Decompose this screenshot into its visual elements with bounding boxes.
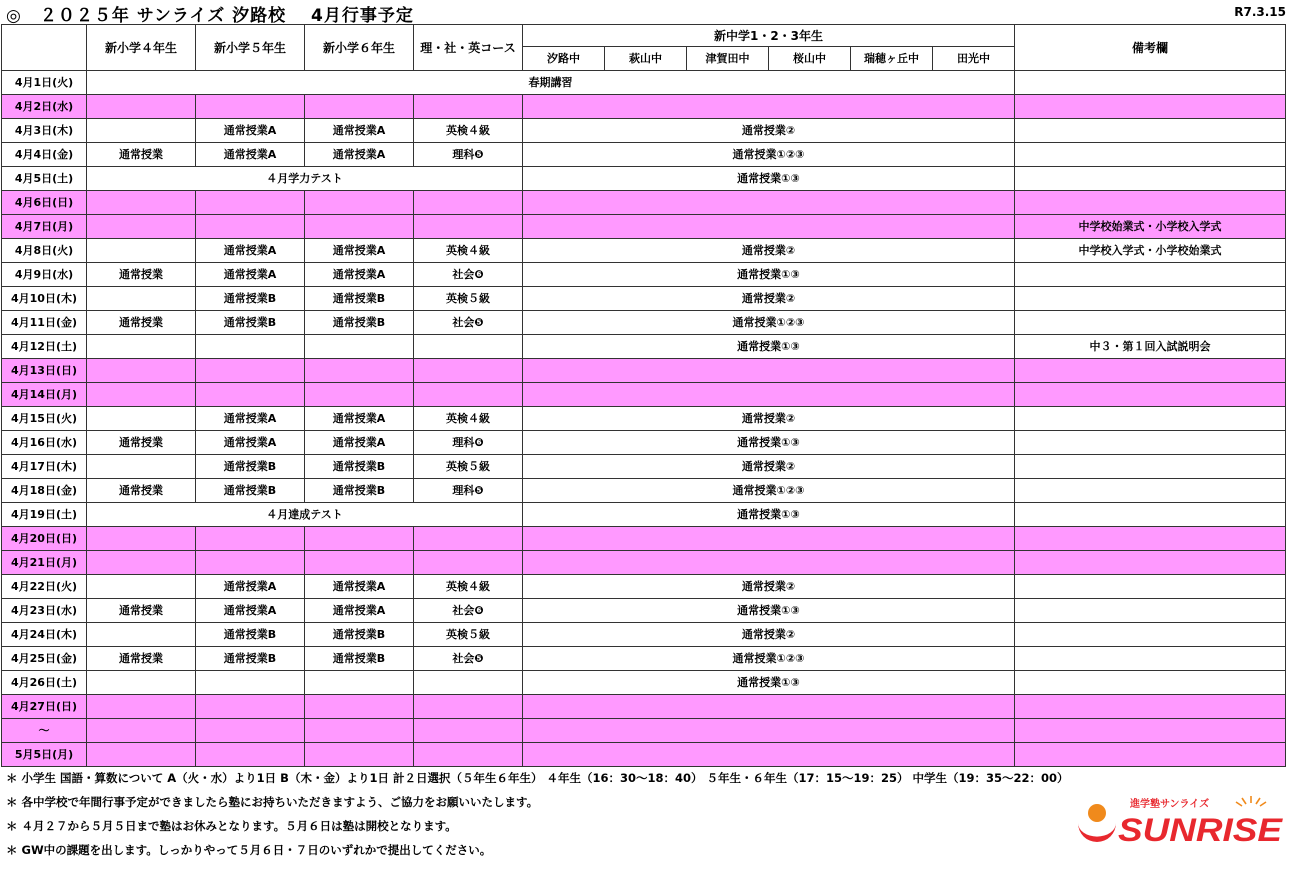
g6-cell: [305, 383, 414, 407]
remark-cell: [1015, 71, 1286, 95]
logo-tagline: 進学塾サンライズ: [1130, 799, 1210, 810]
remark-cell: [1015, 383, 1286, 407]
remark-cell: [1015, 719, 1286, 743]
g5-cell: 通常授業B: [196, 455, 305, 479]
g6-cell: 通常授業A: [305, 575, 414, 599]
course-cell: 英検４級: [414, 239, 523, 263]
table-row: [2, 527, 1286, 551]
g6-cell: 通常授業B: [305, 623, 414, 647]
remark-cell: [1015, 287, 1286, 311]
g6-cell: 通常授業A: [305, 263, 414, 287]
remark-cell: 中学校入学式・小学校始業式: [1015, 239, 1286, 263]
note-item: ＊ GW中の課題を出します。しっかりやって５月６日・７日のいずれかで提出してください。: [6, 843, 492, 857]
g6-cell: 通常授業A: [305, 143, 414, 167]
g5-cell: [196, 743, 305, 767]
table-row: [2, 143, 1286, 167]
remark-cell: 中３・第１回入試説明会: [1015, 335, 1286, 359]
g5-cell: 通常授業A: [196, 239, 305, 263]
date-cell: 4月18日(金): [2, 479, 87, 503]
header-school: 田光中: [933, 47, 1015, 71]
remark-cell: [1015, 743, 1286, 767]
g4-cell: [87, 191, 196, 215]
table-row: [2, 215, 1286, 239]
g5-cell: 通常授業A: [196, 263, 305, 287]
g4-cell: 通常授業: [87, 599, 196, 623]
g4-cell: 通常授業: [87, 311, 196, 335]
remark-cell: [1015, 431, 1286, 455]
course-cell: [414, 359, 523, 383]
date-cell: 4月3日(木): [2, 119, 87, 143]
date-cell: 4月26日(土): [2, 671, 87, 695]
g4-cell: [87, 623, 196, 647]
g6-cell: 通常授業B: [305, 647, 414, 671]
course-cell: [414, 695, 523, 719]
note-item: ＊ ４月２７から５月５日まで塾はお休みとなります。５月６日は塾は開校となります。: [6, 819, 457, 833]
g6-cell: [305, 335, 414, 359]
date-cell: 4月6日(日): [2, 191, 87, 215]
g6-cell: 通常授業B: [305, 479, 414, 503]
g4-cell: [87, 407, 196, 431]
course-cell: 英検４級: [414, 119, 523, 143]
g4-cell: [87, 95, 196, 119]
course-cell: [414, 95, 523, 119]
g5-cell: [196, 359, 305, 383]
table-row: [2, 671, 1286, 695]
course-cell: 社会❺: [414, 311, 523, 335]
table-row: [2, 71, 1286, 95]
g6-cell: [305, 671, 414, 695]
middle-cell: 通常授業①③: [523, 335, 1015, 359]
header-g4: 新小学４年生: [87, 25, 196, 71]
g4-cell: [87, 455, 196, 479]
course-cell: 英検５級: [414, 287, 523, 311]
date-cell: 4月5日(土): [2, 167, 87, 191]
middle-cell: 通常授業①②③: [523, 143, 1015, 167]
middle-cell: 通常授業②: [523, 239, 1015, 263]
g6-cell: 通常授業B: [305, 455, 414, 479]
g6-cell: 通常授業A: [305, 239, 414, 263]
remark-cell: [1015, 551, 1286, 575]
middle-cell: 通常授業①②③: [523, 647, 1015, 671]
date-cell: 4月13日(日): [2, 359, 87, 383]
remark-cell: [1015, 575, 1286, 599]
g4-cell: [87, 695, 196, 719]
middle-cell: 通常授業②: [523, 455, 1015, 479]
date-cell: 4月17日(木): [2, 455, 87, 479]
date-cell: 4月19日(土): [2, 503, 87, 527]
middle-cell: 通常授業①③: [523, 263, 1015, 287]
remark-cell: [1015, 167, 1286, 191]
date-cell: 4月16日(水): [2, 431, 87, 455]
g4-cell: [87, 287, 196, 311]
g4-cell: 通常授業: [87, 647, 196, 671]
g6-cell: [305, 719, 414, 743]
middle-cell: [523, 743, 1015, 767]
remark-cell: [1015, 503, 1286, 527]
g5-cell: [196, 671, 305, 695]
course-cell: 理科❺: [414, 143, 523, 167]
date-cell: 4月22日(火): [2, 575, 87, 599]
g5-cell: [196, 695, 305, 719]
header-school: 瑞穂ヶ丘中: [851, 47, 933, 71]
header-middle: 新中学1・2・3年生: [523, 25, 1015, 47]
course-cell: [414, 383, 523, 407]
g5-cell: [196, 551, 305, 575]
table-row: [2, 743, 1286, 767]
g5-cell: [196, 719, 305, 743]
header-school: 桜山中: [769, 47, 851, 71]
date-cell: 4月9日(水): [2, 263, 87, 287]
g5-cell: 通常授業B: [196, 287, 305, 311]
table-row: [2, 359, 1286, 383]
g6-cell: [305, 359, 414, 383]
middle-cell: [523, 383, 1015, 407]
table-row: [2, 95, 1286, 119]
middle-cell: 通常授業①③: [523, 671, 1015, 695]
table-row: [2, 503, 1286, 527]
g6-cell: [305, 191, 414, 215]
date-cell: 4月10日(木): [2, 287, 87, 311]
remark-cell: [1015, 623, 1286, 647]
issue-date: R7.3.15: [1234, 5, 1286, 19]
course-cell: 英検５級: [414, 455, 523, 479]
g6-cell: 通常授業B: [305, 287, 414, 311]
table-row: [2, 623, 1286, 647]
note-item: ＊ 小学生 国語・算数について A（火・水）より1日 B（木・金）より1日 計２日選択（５年生６年生） ４年生（16：30～18：40） ５年生・６年生（17：15～19：25） 中学生（19：35～22：00）: [6, 771, 1069, 785]
schedule-table: [1, 24, 1286, 767]
g5-cell: 通常授業A: [196, 575, 305, 599]
table-row: [2, 599, 1286, 623]
table-row: [2, 647, 1286, 671]
remark-cell: [1015, 455, 1286, 479]
header-course: 理・社・英コース: [414, 25, 523, 71]
middle-cell: 通常授業②: [523, 407, 1015, 431]
remark-cell: [1015, 191, 1286, 215]
middle-cell: 通常授業②: [523, 287, 1015, 311]
date-cell: 4月7日(月): [2, 215, 87, 239]
remark-cell: [1015, 599, 1286, 623]
sunrise-logo: [1074, 795, 1286, 847]
g6-cell: [305, 695, 414, 719]
course-cell: [414, 191, 523, 215]
g5-cell: [196, 335, 305, 359]
table-row: [2, 455, 1286, 479]
middle-cell: 通常授業②: [523, 119, 1015, 143]
course-cell: [414, 527, 523, 551]
remark-cell: [1015, 95, 1286, 119]
g4-cell: [87, 383, 196, 407]
table-row: [2, 431, 1286, 455]
g5-cell: [196, 527, 305, 551]
middle-cell: 通常授業①③: [523, 599, 1015, 623]
course-cell: 社会❺: [414, 647, 523, 671]
date-cell: ～: [2, 719, 87, 743]
course-cell: 社会❻: [414, 599, 523, 623]
table-row: [2, 263, 1286, 287]
table-row: [2, 383, 1286, 407]
table-row: [2, 119, 1286, 143]
g5-cell: 通常授業A: [196, 143, 305, 167]
notes: [6, 770, 1069, 866]
table-row: [2, 407, 1286, 431]
table-row: [2, 311, 1286, 335]
table-row: [2, 551, 1286, 575]
g4-cell: [87, 527, 196, 551]
g5-cell: [196, 215, 305, 239]
date-cell: 4月8日(火): [2, 239, 87, 263]
middle-cell: 通常授業①②③: [523, 479, 1015, 503]
table-row: [2, 287, 1286, 311]
table-row: [2, 479, 1286, 503]
table-row: [2, 719, 1286, 743]
g4-cell: [87, 215, 196, 239]
date-cell: 4月11日(金): [2, 311, 87, 335]
g4-cell: 通常授業: [87, 263, 196, 287]
date-cell: 4月20日(日): [2, 527, 87, 551]
corner-header: [2, 25, 87, 71]
table-row: [2, 167, 1286, 191]
middle-cell: [523, 719, 1015, 743]
date-cell: 4月21日(月): [2, 551, 87, 575]
date-cell: 4月14日(月): [2, 383, 87, 407]
remark-cell: [1015, 671, 1286, 695]
date-cell: 4月23日(水): [2, 599, 87, 623]
g5-cell: [196, 383, 305, 407]
sun-icon: [1078, 804, 1116, 842]
test-cell: ４月達成テスト: [87, 503, 523, 527]
logo-name: SUNRISE: [1118, 812, 1284, 847]
middle-cell: 通常授業②: [523, 623, 1015, 647]
g5-cell: 通常授業A: [196, 407, 305, 431]
header-school: 汐路中: [523, 47, 605, 71]
g4-cell: [87, 119, 196, 143]
g4-cell: [87, 239, 196, 263]
middle-cell: 通常授業①②③: [523, 311, 1015, 335]
remark-cell: [1015, 647, 1286, 671]
g4-cell: [87, 719, 196, 743]
remark-cell: 中学校始業式・小学校入学式: [1015, 215, 1286, 239]
g4-cell: [87, 359, 196, 383]
page-title: ◎ ２０２５年 サンライズ 汐路校 4月行事予定: [6, 6, 414, 26]
date-cell: 4月25日(金): [2, 647, 87, 671]
table-row: [2, 191, 1286, 215]
middle-cell: 通常授業①③: [523, 503, 1015, 527]
g6-cell: [305, 95, 414, 119]
course-cell: [414, 719, 523, 743]
course-cell: [414, 215, 523, 239]
middle-cell: [523, 191, 1015, 215]
middle-cell: [523, 359, 1015, 383]
g5-cell: 通常授業B: [196, 311, 305, 335]
g4-cell: 通常授業: [87, 479, 196, 503]
date-cell: 4月1日(火): [2, 71, 87, 95]
g5-cell: [196, 191, 305, 215]
remark-cell: [1015, 311, 1286, 335]
g6-cell: [305, 527, 414, 551]
g4-cell: [87, 575, 196, 599]
remark-cell: [1015, 359, 1286, 383]
g5-cell: 通常授業B: [196, 623, 305, 647]
g4-cell: [87, 551, 196, 575]
middle-cell: [523, 695, 1015, 719]
remark-cell: [1015, 407, 1286, 431]
header-remarks: 備考欄: [1015, 25, 1286, 71]
g5-cell: [196, 95, 305, 119]
course-cell: 英検５級: [414, 623, 523, 647]
date-cell: 4月12日(土): [2, 335, 87, 359]
remark-cell: [1015, 263, 1286, 287]
g6-cell: [305, 215, 414, 239]
g6-cell: 通常授業A: [305, 431, 414, 455]
g6-cell: 通常授業A: [305, 407, 414, 431]
remark-cell: [1015, 695, 1286, 719]
event-cell: 春期講習: [87, 71, 1015, 95]
date-cell: 4月27日(日): [2, 695, 87, 719]
course-cell: [414, 335, 523, 359]
g5-cell: 通常授業B: [196, 479, 305, 503]
sunburst-icon: [1236, 796, 1266, 806]
header-school: 萩山中: [605, 47, 687, 71]
course-cell: [414, 551, 523, 575]
g5-cell: 通常授業A: [196, 119, 305, 143]
date-cell: 4月2日(水): [2, 95, 87, 119]
table-row: [2, 239, 1286, 263]
date-cell: 4月15日(火): [2, 407, 87, 431]
note-item: ＊ 各中学校で年間行事予定ができましたら塾にお持ちいただきますよう、ご協力をお願いいたします。: [6, 795, 539, 809]
middle-cell: 通常授業①③: [523, 167, 1015, 191]
remark-cell: [1015, 527, 1286, 551]
remark-cell: [1015, 119, 1286, 143]
middle-cell: [523, 527, 1015, 551]
g4-cell: 通常授業: [87, 431, 196, 455]
middle-cell: [523, 551, 1015, 575]
middle-cell: [523, 95, 1015, 119]
header-g5: 新小学５年生: [196, 25, 305, 71]
table-row: [2, 575, 1286, 599]
g5-cell: 通常授業A: [196, 599, 305, 623]
g6-cell: 通常授業A: [305, 599, 414, 623]
g4-cell: 通常授業: [87, 143, 196, 167]
remark-cell: [1015, 143, 1286, 167]
date-cell: 4月24日(木): [2, 623, 87, 647]
g6-cell: 通常授業B: [305, 311, 414, 335]
g6-cell: 通常授業A: [305, 119, 414, 143]
middle-cell: 通常授業②: [523, 575, 1015, 599]
course-cell: 理科❻: [414, 431, 523, 455]
g4-cell: [87, 671, 196, 695]
table-row: [2, 335, 1286, 359]
course-cell: 社会❻: [414, 263, 523, 287]
header-g6: 新小学６年生: [305, 25, 414, 71]
middle-cell: 通常授業①③: [523, 431, 1015, 455]
date-cell: 4月4日(金): [2, 143, 87, 167]
g4-cell: [87, 335, 196, 359]
date-cell: 5月5日(月): [2, 743, 87, 767]
course-cell: 理科❺: [414, 479, 523, 503]
g6-cell: [305, 743, 414, 767]
g5-cell: 通常授業B: [196, 647, 305, 671]
g4-cell: [87, 743, 196, 767]
test-cell: ４月学力テスト: [87, 167, 523, 191]
course-cell: 英検４級: [414, 575, 523, 599]
remark-cell: [1015, 479, 1286, 503]
header-school: 津賀田中: [687, 47, 769, 71]
course-cell: [414, 743, 523, 767]
course-cell: 英検４級: [414, 407, 523, 431]
middle-cell: [523, 215, 1015, 239]
g5-cell: 通常授業A: [196, 431, 305, 455]
course-cell: [414, 671, 523, 695]
g6-cell: [305, 551, 414, 575]
table-row: [2, 695, 1286, 719]
